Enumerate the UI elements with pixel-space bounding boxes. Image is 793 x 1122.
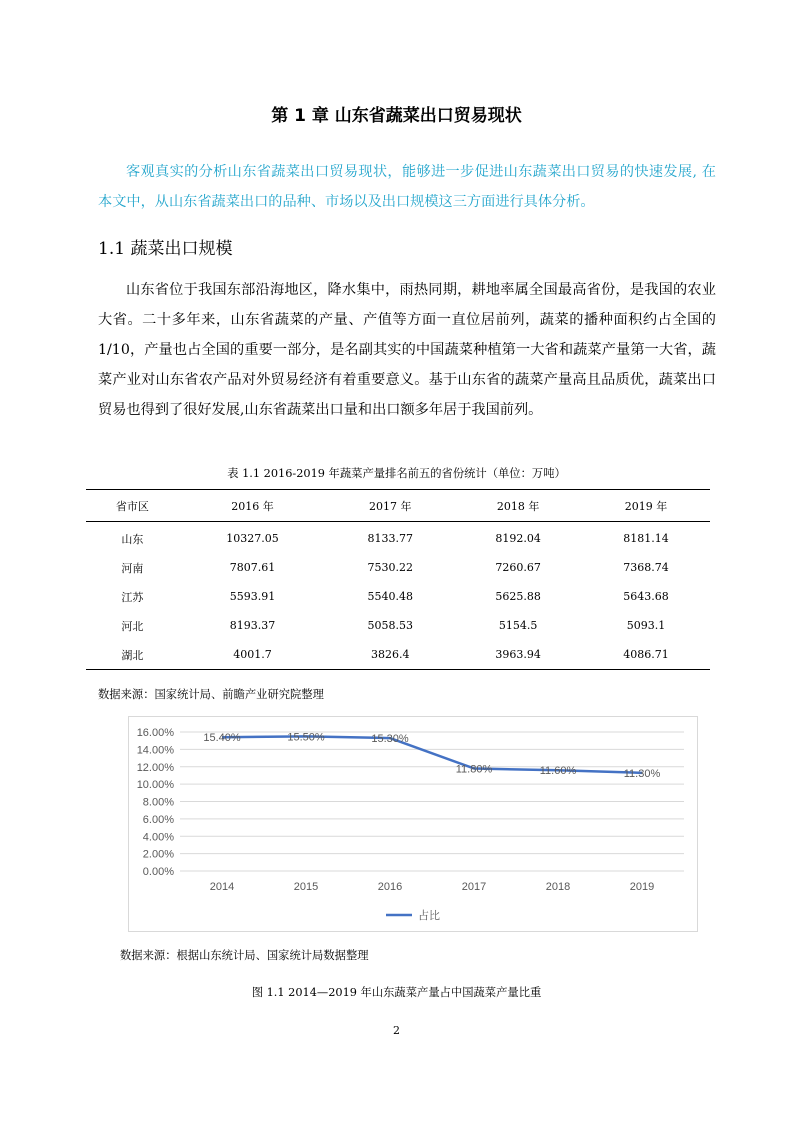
page-number: 2 <box>393 1024 400 1037</box>
table-header-cell: 2018 年 <box>454 490 582 522</box>
table-cell: 8192.04 <box>495 532 541 545</box>
table-cell: 10327.05 <box>226 532 279 545</box>
figure-caption: 图 1.1 2014—2019 年山东蔬菜产量占中国蔬菜产量比重 <box>251 986 542 999</box>
x-tick-label: 2015 <box>293 881 319 893</box>
table-row <box>86 611 710 640</box>
line-chart-frame <box>128 716 698 932</box>
table-header-cell: 2017 年 <box>326 490 454 522</box>
table-row <box>86 640 710 670</box>
x-tick-label: 2019 <box>629 881 655 893</box>
table-cell: 8181.14 <box>623 532 669 545</box>
y-tick-label: 14.00% <box>136 744 174 757</box>
data-label: 15.50% <box>287 731 325 744</box>
table-row <box>86 582 710 611</box>
x-tick-label: 2016 <box>377 881 403 893</box>
y-tick-label: 6.00% <box>142 813 174 826</box>
data-label: 15.30% <box>371 733 409 746</box>
table-source-note: 数据来源：国家统计局、前瞻产业研究院整理 <box>98 688 324 701</box>
table-row <box>86 522 710 554</box>
table-row <box>86 553 710 582</box>
vegetable-output-table <box>86 489 710 670</box>
table-cell: 山东 <box>121 532 144 546</box>
table-header-cell: 2016 年 <box>179 490 327 522</box>
section-heading: 1.1 蔬菜出口规模 <box>98 239 233 259</box>
series-line <box>222 736 642 772</box>
data-label: 11.30% <box>623 767 661 780</box>
y-tick-label: 4.00% <box>142 831 174 844</box>
table-cell: 3963.94 <box>454 640 582 670</box>
y-tick-label: 16.00% <box>136 727 174 739</box>
x-tick-label: 2017 <box>461 881 487 893</box>
table-cell: 5154.5 <box>498 619 538 632</box>
table-cell: 8133.77 <box>367 532 413 545</box>
y-tick-label: 2.00% <box>142 848 174 861</box>
data-label: 15.40% <box>203 732 241 745</box>
table-cell: 河北 <box>121 619 144 633</box>
table-cell: 7368.74 <box>623 561 669 574</box>
table-cell: 8193.37 <box>229 619 276 632</box>
line-chart <box>129 717 697 931</box>
chart-source-note: 数据来源：根据山东统计局、国家统计局数据整理 <box>120 949 369 962</box>
y-tick-label: 10.00% <box>136 779 174 792</box>
table-cell: 4086.71 <box>582 640 710 670</box>
table-cell: 5643.68 <box>623 590 669 603</box>
y-tick-label: 12.00% <box>136 761 174 774</box>
x-tick-label: 2014 <box>209 881 235 893</box>
table-cell: 4001.7 <box>179 640 327 670</box>
table-cell: 7260.67 <box>495 561 541 574</box>
table-cell: 7530.22 <box>367 561 413 574</box>
table-header-cell: 2019 年 <box>582 490 710 522</box>
chapter-title: 第 1 章 山东省蔬菜出口贸易现状 <box>271 106 522 126</box>
y-tick-label: 0.00% <box>142 866 174 878</box>
table-cell: 5625.88 <box>495 590 541 603</box>
legend-label: 占比 <box>418 910 440 922</box>
table-cell: 5593.91 <box>229 590 276 603</box>
table-cell: 湖北 <box>86 640 179 670</box>
intro-paragraph: 客观真实的分析山东省蔬菜出口贸易现状，能够进一步促进山东蔬菜出口贸易的快速发展, 在本文中，从山东省蔬菜出口的品种、市场以及出口规模这三方面进行具体分析。 <box>98 164 716 210</box>
table-cell: 5540.48 <box>367 590 413 603</box>
table-header-row <box>86 490 710 522</box>
x-tick-label: 2018 <box>545 881 571 893</box>
table-cell: 7807.61 <box>229 561 276 574</box>
body-paragraph: 山东省位于我国东部沿海地区，降水集中，雨热同期，耕地率属全国最高省份，是我国的农业大省。二十多年来，山东省蔬菜的产量、产值等方面一直位居前列，蔬菜的播种面积约占全国的 1/10，产量也占全国的重要一部分，是名副其实的中国蔬菜种植第一大省和蔬菜产量第一大省，蔬菜产业对山东省农产品对外贸易经济有着重要意义。基于山东省的蔬菜产量高且品质优，蔬菜出口贸易也得到了很好发展,山东省蔬菜出口量和出口额多年居于我国前列。 <box>98 282 716 418</box>
table-cell: 5058.53 <box>367 619 413 632</box>
data-label: 11.80% <box>455 763 493 776</box>
table-cell: 5093.1 <box>626 619 666 632</box>
table-caption: 表 1.1 2016-2019 年蔬菜产量排名前五的省份统计（单位：万吨） <box>227 467 566 480</box>
table-header-cell: 省市区 <box>86 490 179 522</box>
data-label: 11.60% <box>539 765 577 778</box>
table-cell: 江苏 <box>121 590 144 604</box>
y-tick-label: 8.00% <box>142 796 174 809</box>
table-cell: 3826.4 <box>326 640 454 670</box>
table-cell: 河南 <box>121 561 144 575</box>
